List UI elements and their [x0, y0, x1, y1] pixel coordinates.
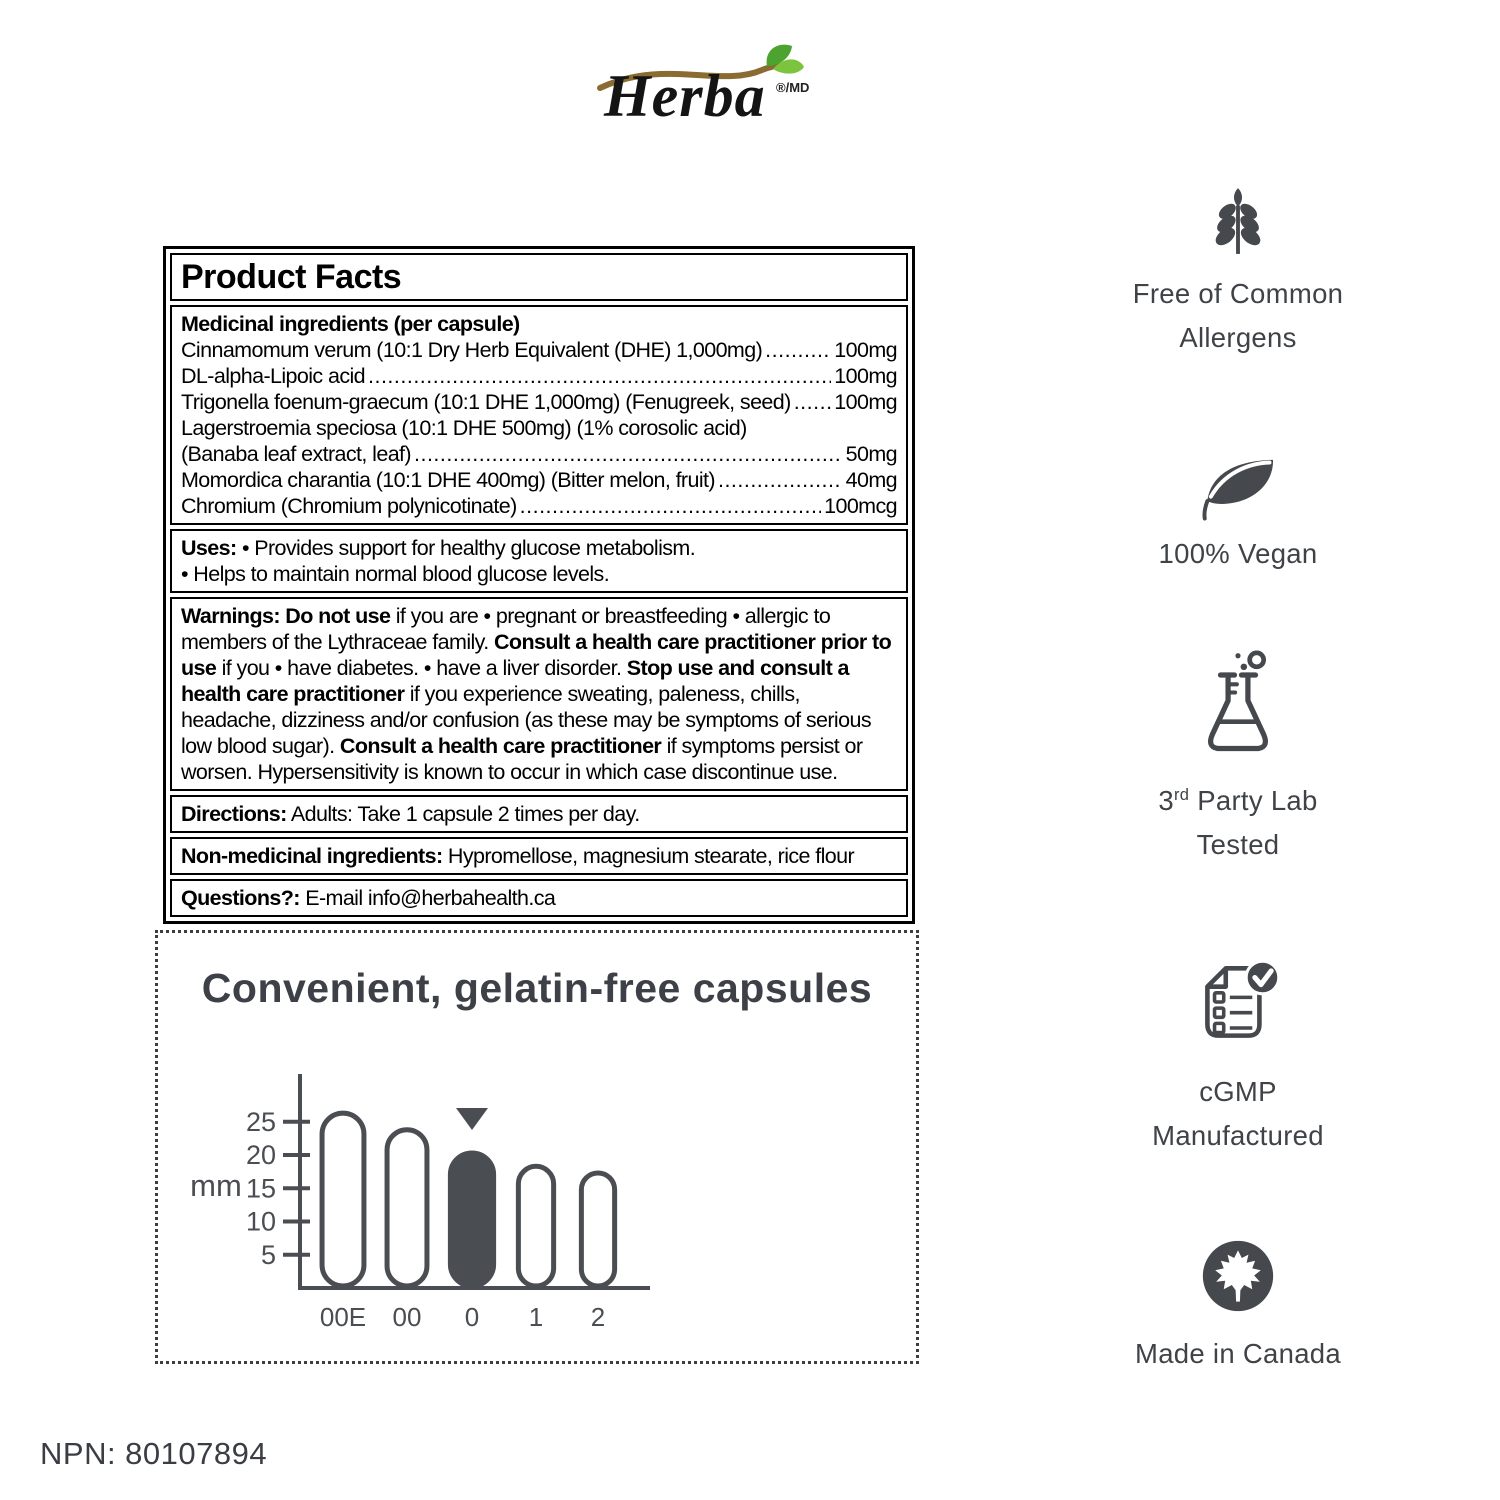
capsule-panel-title: Convenient, gelatin-free capsules [201, 965, 873, 1011]
directions-label: Directions: [181, 802, 287, 826]
warning-bold-segment: Consult a health care practitioner prior to use [181, 630, 892, 680]
ingredient-name: DL-alpha-Lipoic acid [181, 364, 365, 388]
badge-maple-leaf [1077, 1238, 1399, 1376]
uses-label: Uses: [181, 536, 237, 560]
directions-text: Adults: Take 1 capsule 2 times per day. [290, 802, 640, 826]
badge-leaf [1077, 450, 1399, 576]
medicinal-ingredients-section [170, 305, 908, 525]
badge-checklist [1077, 952, 1399, 1158]
non-medicinal-label: Non-medicinal ingredients: [181, 844, 443, 868]
uses-section [170, 529, 908, 593]
questions-label: Questions?: [181, 886, 300, 910]
ingredient-amount: 100mcg [824, 494, 897, 518]
npn-number: NPN: 80107894 [40, 1436, 268, 1471]
product-facts-title: Product Facts [170, 253, 908, 301]
uses-bullet-1: • Provides support for healthy glucose metabolism. [241, 536, 696, 560]
badge-label: cGMP Manufactured [1152, 1076, 1324, 1151]
svg-text:mm: mm [190, 1168, 242, 1203]
ingredient-name: Lagerstroemia speciosa (10:1 DHE 500mg) (1% corosolic acid) [181, 416, 747, 440]
ingredient-row [181, 363, 897, 389]
ingredients-list [181, 337, 897, 519]
warning-segment: if symptoms persist or worsen. Hypersensitivity is known to occur in which case discontinue use. [181, 734, 863, 784]
ingredient-name: (Banaba leaf extract, leaf) [181, 442, 411, 466]
product-facts-panel [163, 246, 915, 924]
ingredient-name: Momordica charantia (10:1 DHE 400mg) (Bitter melon, fruit) [181, 468, 715, 492]
directions-section [170, 795, 908, 833]
badge-wheat [1077, 186, 1399, 360]
warning-segment: if you • have diabetes. • have a liver disorder. [216, 656, 627, 680]
warning-bold-segment: Warnings: Do not use [181, 604, 391, 628]
ingredient-row [181, 415, 897, 441]
leader-dots [765, 337, 831, 363]
warning-bold-segment: Consult a health care practitioner [339, 734, 662, 758]
badge-label: Made in Canada [1134, 1338, 1341, 1369]
ingredient-row [181, 441, 897, 467]
svg-text:00E: 00E [319, 1302, 367, 1332]
ingredient-amount: 50mg [845, 442, 897, 466]
ingredient-row [181, 389, 897, 415]
warning-bold-segment: Stop use and consult a health care practitioner [181, 656, 849, 706]
brand-logo [592, 42, 912, 133]
warning-segment: if you are • pregnant or breastfeeding • allergic to members of the Lythraceae family. [181, 604, 831, 654]
checklist-icon [1187, 952, 1289, 1054]
questions-text: E-mail info@herbahealth.ca [305, 886, 556, 910]
logo-wordmark: Herba [604, 63, 766, 128]
ingredient-amount: 100mg [834, 364, 897, 388]
badge-label: Free of Common Allergens [1132, 278, 1344, 353]
svg-text:0: 0 [464, 1302, 480, 1332]
uses-bullet-2: • Helps to maintain normal blood glucose levels. [181, 562, 610, 586]
leader-dots [414, 441, 843, 467]
maple-leaf-icon [1200, 1238, 1276, 1314]
svg-text:10: 10 [245, 1206, 276, 1237]
badge-label: 100% Vegan [1158, 538, 1318, 569]
svg-text:5: 5 [260, 1239, 276, 1270]
uses-line-1 [181, 535, 897, 561]
non-medicinal-section [170, 837, 908, 875]
ingredient-row [181, 467, 897, 493]
logo-trademark: ®/MD [776, 80, 810, 95]
svg-text:1: 1 [528, 1302, 544, 1332]
badge-label: 3rd Party Lab Tested [1158, 785, 1318, 861]
non-medicinal-text: Hypromellose, magnesium stearate, rice flour [447, 844, 855, 868]
wheat-icon [1207, 186, 1269, 256]
herba-logo-svg [592, 42, 912, 128]
leader-dots [718, 467, 843, 493]
warnings-section [170, 597, 908, 791]
svg-text:00: 00 [392, 1302, 422, 1332]
leader-dots [520, 493, 821, 519]
ingredient-amount: 40mg [845, 468, 897, 492]
leader-dots [368, 363, 831, 389]
ingredient-row [181, 493, 897, 519]
ingredient-name: Trigonella foenum-graecum (10:1 DHE 1,000mg) (Fenugreek, seed) [181, 390, 791, 414]
leader-dots [794, 389, 832, 415]
svg-text:2: 2 [590, 1302, 606, 1332]
leaf-icon [1196, 450, 1280, 524]
questions-section [170, 879, 908, 917]
medicinal-heading: Medicinal ingredients (per capsule) [181, 312, 520, 336]
ingredient-name: Chromium (Chromium polynicotinate) [181, 494, 517, 518]
ingredient-amount: 100mg [834, 338, 897, 362]
ingredient-row [181, 337, 897, 363]
svg-text:25: 25 [245, 1106, 276, 1137]
badge-flask [1077, 648, 1399, 867]
warning-segment: if you experience sweating, paleness, chills, headache, dizziness and/or confusion (as these may be symptoms of serious low blood sugar). [181, 682, 871, 758]
svg-text:15: 15 [245, 1173, 276, 1204]
ingredient-name: Cinnamomum verum (10:1 Dry Herb Equivalent (DHE) 1,000mg) [181, 338, 763, 362]
flask-icon [1189, 648, 1287, 765]
ingredient-amount: 100mg [834, 390, 897, 414]
svg-text:20: 20 [245, 1140, 276, 1170]
capsule-size-chart [180, 1068, 680, 1338]
